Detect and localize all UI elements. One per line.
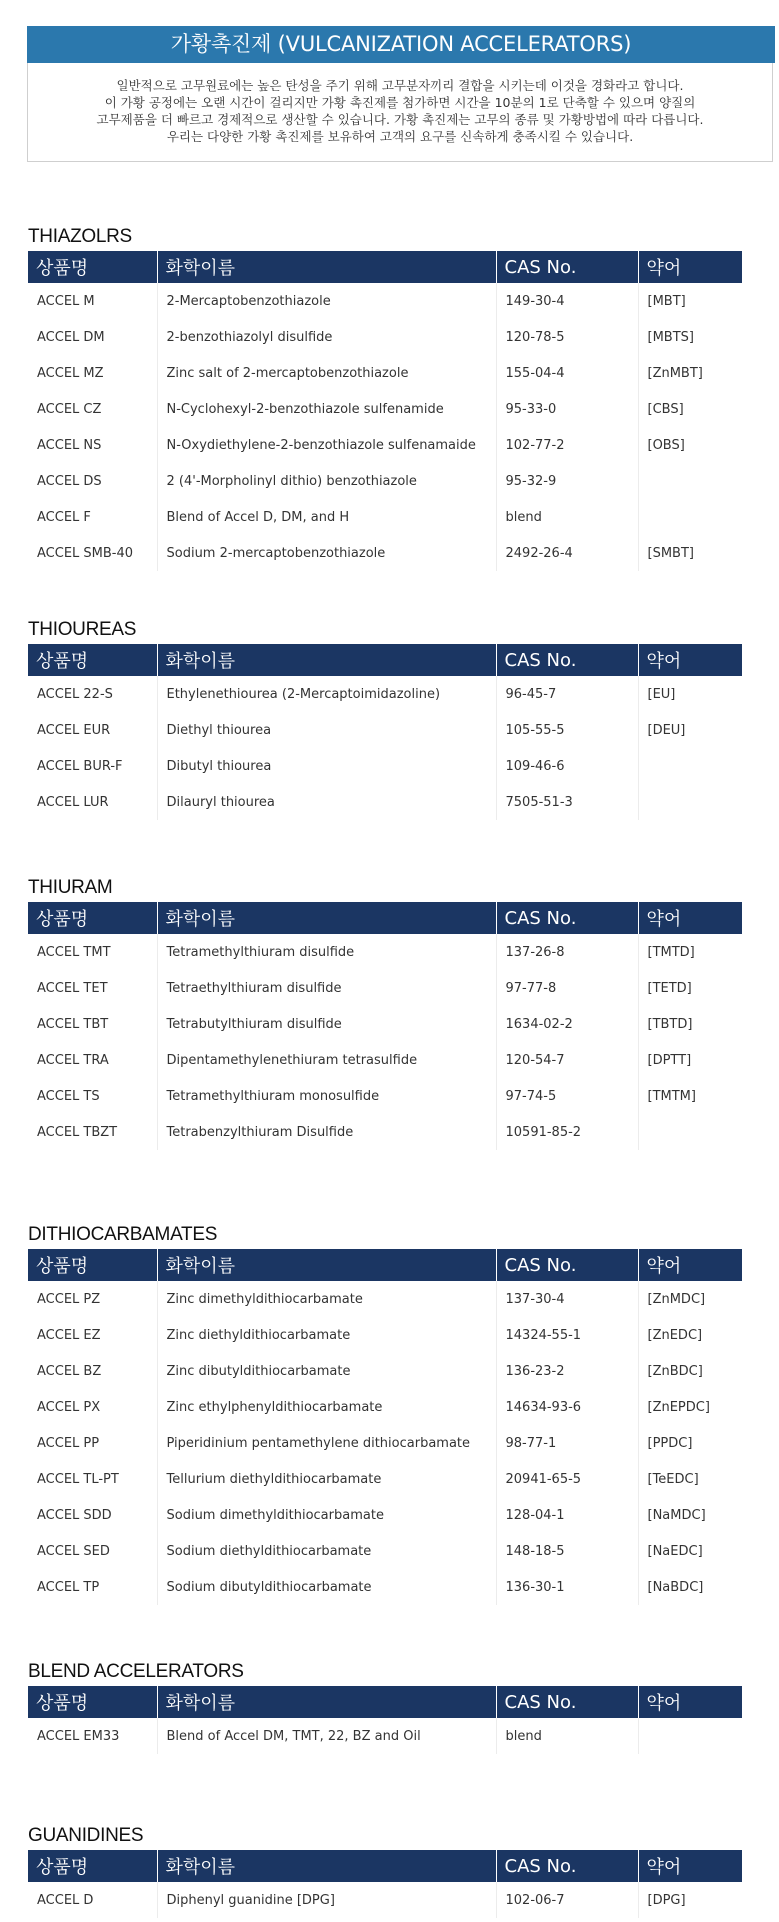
abbreviation-cell: [CBS] [638, 391, 742, 427]
page-title: 가황촉진제 (VULCANIZATION ACCELERATORS) [170, 32, 632, 56]
chemical-name-cell: Zinc dimethyldithiocarbamate [157, 1281, 496, 1317]
abbreviation-cell: [NaEDC] [638, 1533, 742, 1569]
abbreviation-cell: [EU] [638, 676, 742, 712]
abbreviation-cell: [NaBDC] [638, 1569, 742, 1605]
abbreviation-cell [638, 748, 742, 784]
cas-number-cell: 137-26-8 [496, 934, 638, 970]
product-name-cell: ACCEL LUR [37, 794, 109, 810]
product-table [28, 1249, 742, 1605]
table-row [28, 535, 742, 571]
section-dithiocarbamates [28, 1221, 742, 1605]
chemical-name-header: 화학이름 [157, 1249, 496, 1281]
table-header-row [28, 1249, 742, 1281]
abbreviation-cell [638, 1718, 742, 1754]
product-name-header: 상품명 [28, 902, 157, 934]
cas-number-header: CAS No. [496, 644, 638, 676]
table-row [28, 934, 742, 970]
abbreviation-cell: [NaMDC] [638, 1497, 742, 1533]
product-name-cell: ACCEL MZ [37, 365, 104, 381]
product-name-cell: ACCEL SMB-40 [37, 545, 134, 561]
cas-number-header: CAS No. [496, 1249, 638, 1281]
product-name-cell: ACCEL PZ [37, 1291, 101, 1307]
chemical-name-cell: Blend of Accel D, DM, and H [157, 499, 496, 535]
abbreviation-cell: [ZnBDC] [638, 1353, 742, 1389]
cas-number-cell: blend [496, 499, 638, 535]
product-name-cell: ACCEL NS [37, 437, 102, 453]
section-title: THIURAM [28, 877, 113, 898]
table-header-row [28, 1850, 742, 1882]
product-name-cell: ACCEL PX [37, 1399, 101, 1415]
product-name-header: 상품명 [28, 251, 157, 283]
product-table [28, 644, 742, 820]
chemical-name-cell: Zinc ethylphenyldithiocarbamate [157, 1389, 496, 1425]
cas-number-cell: 155-04-4 [496, 355, 638, 391]
chemical-name-header: 화학이름 [157, 644, 496, 676]
chemical-name-cell: 2 (4'-Morpholinyl dithio) benzothiazole [157, 463, 496, 499]
table-row [28, 463, 742, 499]
abbreviation-cell [638, 784, 742, 820]
abbreviation-cell [638, 499, 742, 535]
chemical-name-cell: Tetraethylthiuram disulfide [157, 970, 496, 1006]
cas-number-cell: 20941-65-5 [496, 1461, 638, 1497]
section-title: BLEND ACCELERATORS [28, 1661, 244, 1682]
chemical-name-cell: 2-Mercaptobenzothiazole [157, 283, 496, 319]
table-row [28, 355, 742, 391]
cas-number-cell: 102-06-7 [496, 1882, 638, 1918]
table-header-row [28, 644, 742, 676]
chemical-name-cell: Diphenyl guanidine [DPG] [157, 1882, 496, 1918]
cas-number-header: CAS No. [496, 902, 638, 934]
cas-number-cell: 7505-51-3 [496, 784, 638, 820]
chemical-name-cell: Dibutyl thiourea [157, 748, 496, 784]
chemical-name-cell: N-Cyclohexyl-2-benzothiazole sulfenamide [157, 391, 496, 427]
table-header-row [28, 1686, 742, 1718]
table-row [28, 1425, 742, 1461]
product-name-cell: ACCEL TET [37, 980, 108, 996]
product-name-cell: ACCEL DM [37, 329, 105, 345]
abbreviation-header: 약어 [638, 1249, 742, 1281]
abbreviation-cell: [MBT] [638, 283, 742, 319]
table-row [28, 427, 742, 463]
cas-number-cell: 136-23-2 [496, 1353, 638, 1389]
chemical-name-cell: Dipentamethylenethiuram tetrasulfide [157, 1042, 496, 1078]
abbreviation-cell: [SMBT] [638, 535, 742, 571]
section-title: DITHIOCARBAMATES [28, 1224, 218, 1245]
product-name-cell: ACCEL TL-PT [37, 1471, 119, 1487]
product-name-cell: ACCEL TS [37, 1088, 100, 1104]
product-name-cell: ACCEL EM33 [37, 1728, 120, 1744]
product-name-cell: ACCEL DS [37, 473, 102, 489]
intro-line: 우리는 다양한 가황 촉진제를 보유하여 고객의 요구를 신속하게 충족시킬 수 있습니다. [166, 129, 634, 144]
abbreviation-cell: [OBS] [638, 427, 742, 463]
table-row [28, 1497, 742, 1533]
chemical-name-cell: Sodium dibutyldithiocarbamate [157, 1569, 496, 1605]
abbreviation-cell: [DPTT] [638, 1042, 742, 1078]
chemical-name-cell: Piperidinium pentamethylene dithiocarbamate [157, 1425, 496, 1461]
cas-number-cell: 136-30-1 [496, 1569, 638, 1605]
abbreviation-header: 약어 [638, 644, 742, 676]
chemical-name-cell: 2-benzothiazolyl disulfide [157, 319, 496, 355]
product-name-header: 상품명 [28, 644, 157, 676]
abbreviation-header: 약어 [638, 251, 742, 283]
chemical-name-cell: Zinc salt of 2-mercaptobenzothiazole [157, 355, 496, 391]
intro-line: 고무제품을 더 빠르고 경제적으로 생산할 수 있습니다. 가황 촉진제는 고무의 종류 및 가황방법에 따라 다릅니다. [96, 112, 704, 127]
product-name-cell: ACCEL BUR-F [37, 758, 123, 774]
section-guanidines [28, 1822, 742, 1918]
chemical-name-cell: Sodium 2-mercaptobenzothiazole [157, 535, 496, 571]
table-row [28, 1317, 742, 1353]
table-row [28, 1533, 742, 1569]
intro-line: 일반적으로 고무원료에는 높은 탄성을 주기 위해 고무분자끼리 결합을 시키는데 이것을 경화라고 합니다. [116, 78, 684, 93]
abbreviation-cell: [TMTM] [638, 1078, 742, 1114]
cas-number-cell: 120-54-7 [496, 1042, 638, 1078]
page-banner [27, 26, 775, 63]
cas-number-cell: 120-78-5 [496, 319, 638, 355]
table-row [28, 970, 742, 1006]
product-name-header: 상품명 [28, 1686, 157, 1718]
product-name-cell: ACCEL F [37, 509, 91, 525]
abbreviation-cell: [TETD] [638, 970, 742, 1006]
abbreviation-cell [638, 1114, 742, 1150]
chemical-name-cell: Sodium diethyldithiocarbamate [157, 1533, 496, 1569]
table-row [28, 1042, 742, 1078]
cas-number-cell: 105-55-5 [496, 712, 638, 748]
chemical-name-cell: Tellurium diethyldithiocarbamate [157, 1461, 496, 1497]
table-row [28, 391, 742, 427]
cas-number-cell: 2492-26-4 [496, 535, 638, 571]
product-name-cell: ACCEL D [37, 1892, 94, 1908]
abbreviation-cell: [ZnMBT] [638, 355, 742, 391]
abbreviation-cell: [ZnEPDC] [638, 1389, 742, 1425]
table-row [28, 319, 742, 355]
abbreviation-header: 약어 [638, 1686, 742, 1718]
product-name-header: 상품명 [28, 1850, 157, 1882]
table-row [28, 1882, 742, 1918]
section-title: THIOUREAS [28, 619, 137, 640]
table-row [28, 1006, 742, 1042]
cas-number-cell: 14634-93-6 [496, 1389, 638, 1425]
section-title: THIAZOLRS [28, 226, 132, 247]
product-name-cell: ACCEL TP [37, 1579, 100, 1595]
abbreviation-header: 약어 [638, 1850, 742, 1882]
product-name-cell: ACCEL TRA [37, 1052, 109, 1068]
product-name-cell: ACCEL EUR [37, 722, 111, 738]
table-row [28, 1461, 742, 1497]
chemical-name-header: 화학이름 [157, 902, 496, 934]
abbreviation-cell: [TMTD] [638, 934, 742, 970]
chemical-name-cell: Tetrabenzylthiuram Disulfide [157, 1114, 496, 1150]
chemical-name-cell: Zinc diethyldithiocarbamate [157, 1317, 496, 1353]
table-header-row [28, 902, 742, 934]
cas-number-cell: blend [496, 1718, 638, 1754]
cas-number-cell: 128-04-1 [496, 1497, 638, 1533]
product-name-cell: ACCEL M [37, 293, 95, 309]
chemical-name-cell: Tetrabutylthiuram disulfide [157, 1006, 496, 1042]
cas-number-cell: 98-77-1 [496, 1425, 638, 1461]
chemical-name-cell: Tetramethylthiuram monosulfide [157, 1078, 496, 1114]
cas-number-cell: 149-30-4 [496, 283, 638, 319]
cas-number-header: CAS No. [496, 1850, 638, 1882]
abbreviation-cell: [PPDC] [638, 1425, 742, 1461]
cas-number-cell: 97-74-5 [496, 1078, 638, 1114]
table-row [28, 784, 742, 820]
cas-number-cell: 1634-02-2 [496, 1006, 638, 1042]
cas-number-header: CAS No. [496, 251, 638, 283]
cas-number-cell: 14324-55-1 [496, 1317, 638, 1353]
section-thiuram [28, 874, 742, 1150]
table-row [28, 1281, 742, 1317]
product-name-cell: ACCEL EZ [37, 1327, 101, 1343]
abbreviation-cell: [TBTD] [638, 1006, 742, 1042]
intro-box [27, 63, 773, 162]
table-header-row [28, 251, 742, 283]
abbreviation-cell [638, 463, 742, 499]
table-row [28, 283, 742, 319]
product-table [28, 1850, 742, 1918]
cas-number-cell: 95-33-0 [496, 391, 638, 427]
cas-number-cell: 96-45-7 [496, 676, 638, 712]
product-name-cell: ACCEL TMT [37, 944, 111, 960]
abbreviation-cell: [TeEDC] [638, 1461, 742, 1497]
chemical-name-header: 화학이름 [157, 1850, 496, 1882]
chemical-name-header: 화학이름 [157, 251, 496, 283]
abbreviation-cell: [DEU] [638, 712, 742, 748]
cas-number-cell: 137-30-4 [496, 1281, 638, 1317]
table-row [28, 676, 742, 712]
table-row [28, 1569, 742, 1605]
cas-number-cell: 148-18-5 [496, 1533, 638, 1569]
abbreviation-cell: [MBTS] [638, 319, 742, 355]
section-thiazolrs [28, 223, 742, 571]
cas-number-header: CAS No. [496, 1686, 638, 1718]
product-name-cell: ACCEL 22-S [37, 686, 113, 702]
product-name-cell: ACCEL BZ [37, 1363, 102, 1379]
product-name-cell: ACCEL SED [37, 1543, 110, 1559]
product-table [28, 902, 742, 1150]
product-name-header: 상품명 [28, 1249, 157, 1281]
cas-number-cell: 97-77-8 [496, 970, 638, 1006]
product-name-cell: ACCEL CZ [37, 401, 102, 417]
chemical-name-header: 화학이름 [157, 1686, 496, 1718]
abbreviation-header: 약어 [638, 902, 742, 934]
cas-number-cell: 10591-85-2 [496, 1114, 638, 1150]
table-row [28, 1078, 742, 1114]
table-row [28, 1718, 742, 1754]
product-name-cell: ACCEL SDD [37, 1507, 112, 1523]
abbreviation-cell: [DPG] [638, 1882, 742, 1918]
chemical-name-cell: Tetramethylthiuram disulfide [157, 934, 496, 970]
product-name-cell: ACCEL PP [37, 1435, 100, 1451]
chemical-name-cell: Blend of Accel DM, TMT, 22, BZ and Oil [157, 1718, 496, 1754]
product-table [28, 251, 742, 571]
chemical-name-cell: Sodium dimethyldithiocarbamate [157, 1497, 496, 1533]
section-title: GUANIDINES [28, 1825, 144, 1846]
product-table [28, 1686, 742, 1754]
cas-number-cell: 109-46-6 [496, 748, 638, 784]
table-row [28, 1389, 742, 1425]
section-thioureas [28, 616, 742, 820]
cas-number-cell: 95-32-9 [496, 463, 638, 499]
chemical-name-cell: Ethylenethiourea (2-Mercaptoimidazoline) [157, 676, 496, 712]
table-row [28, 1114, 742, 1150]
table-row [28, 1353, 742, 1389]
section-blend-accelerators [28, 1658, 742, 1754]
cas-number-cell: 102-77-2 [496, 427, 638, 463]
product-name-cell: ACCEL TBT [37, 1016, 109, 1032]
table-row [28, 499, 742, 535]
table-row [28, 712, 742, 748]
table-row [28, 748, 742, 784]
abbreviation-cell: [ZnMDC] [638, 1281, 742, 1317]
chemical-name-cell: Dilauryl thiourea [157, 784, 496, 820]
product-name-cell: ACCEL TBZT [37, 1124, 118, 1140]
chemical-name-cell: Zinc dibutyldithiocarbamate [157, 1353, 496, 1389]
abbreviation-cell: [ZnEDC] [638, 1317, 742, 1353]
chemical-name-cell: N-Oxydiethylene-2-benzothiazole sulfenamaide [157, 427, 496, 463]
chemical-name-cell: Diethyl thiourea [157, 712, 496, 748]
intro-line: 이 가황 공정에는 오랜 시간이 걸리지만 가황 촉진제를 첨가하면 시간을 10분의 1로 단축할 수 있으며 양질의 [104, 95, 696, 110]
